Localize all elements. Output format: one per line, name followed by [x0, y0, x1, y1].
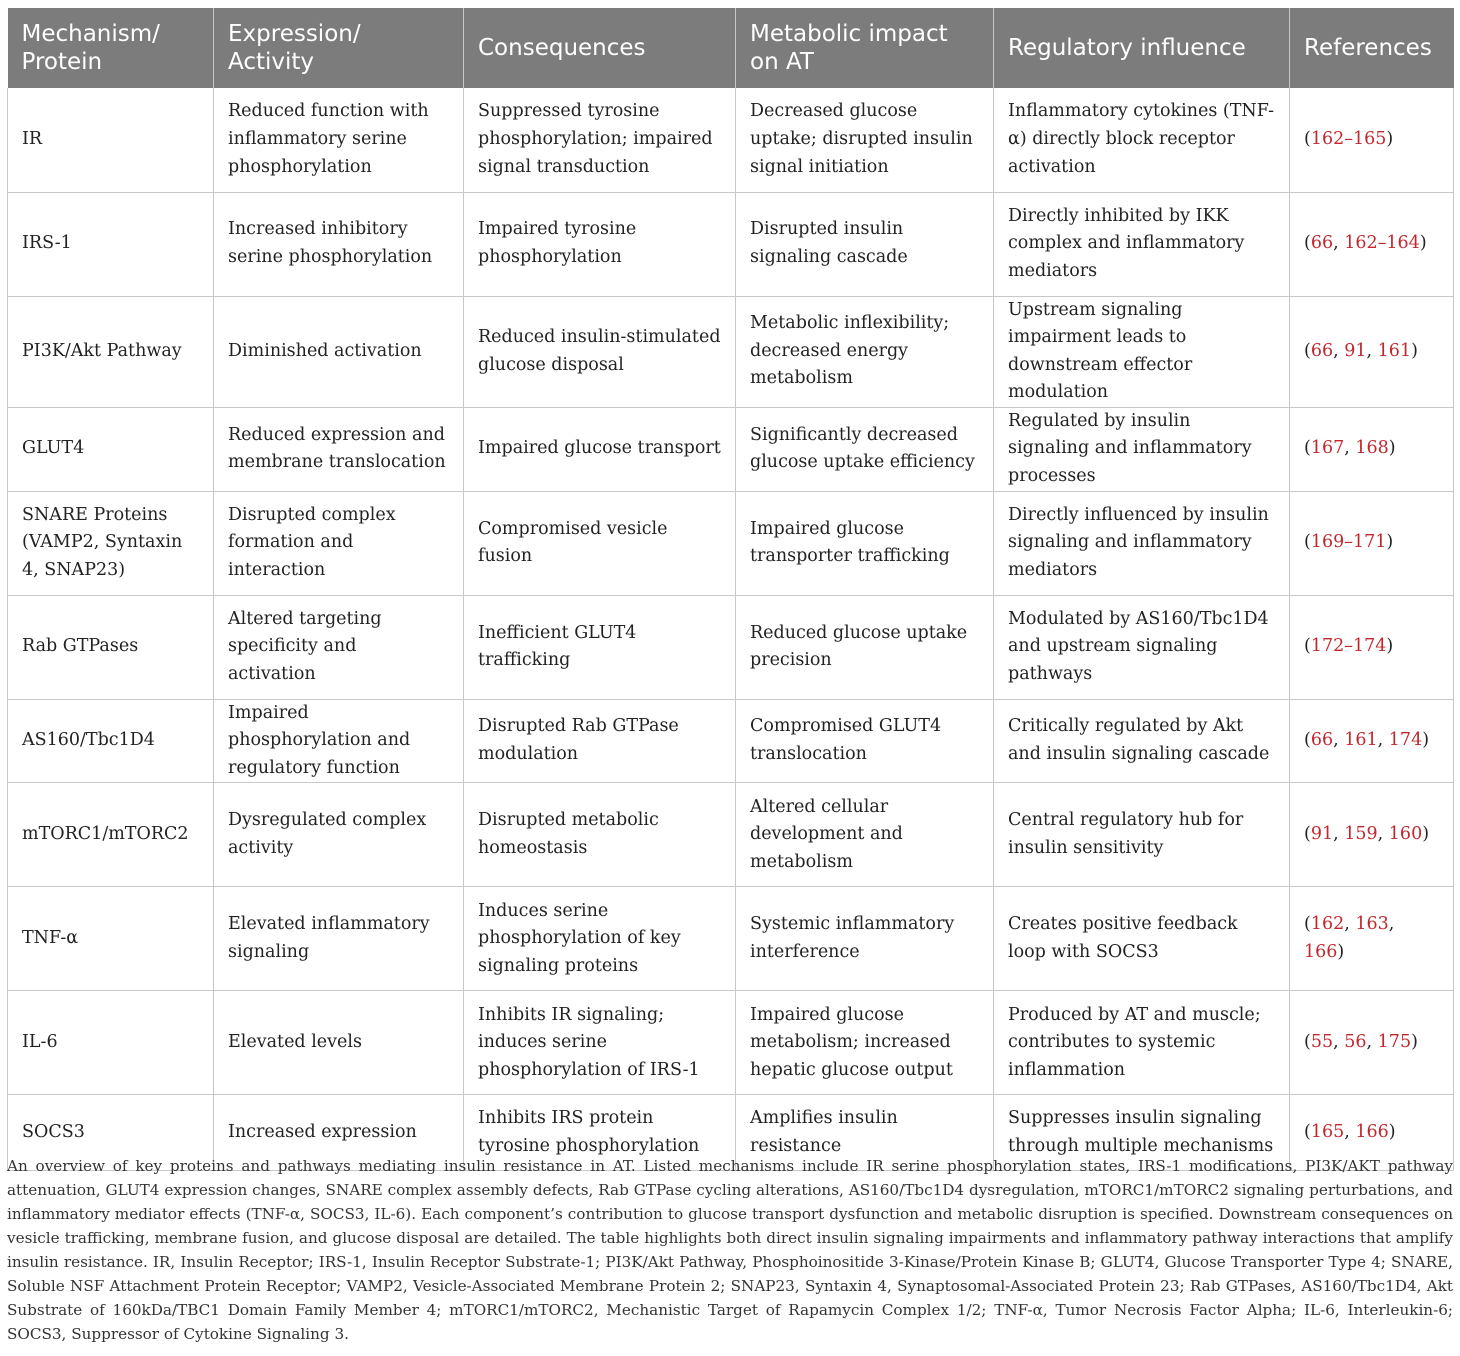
cell-mechanism: SOCS3	[8, 1095, 214, 1171]
reference-link[interactable]: 162–165	[1310, 128, 1387, 149]
ref-paren-close: )	[1411, 1032, 1418, 1053]
cell-expression: Reduced expression and membrane translocation	[214, 407, 464, 491]
cell-consequences: Suppressed tyrosine phosphorylation; impaired signal transduction	[464, 88, 736, 192]
header-row	[8, 8, 1454, 88]
ref-separator: ,	[1344, 914, 1356, 935]
cell-regulatory: Central regulatory hub for insulin sensitivity	[994, 783, 1290, 887]
cell-references	[1290, 595, 1454, 699]
cell-mechanism: SNARE Proteins (VAMP2, Syntaxin 4, SNAP23)	[8, 491, 214, 595]
reference-link[interactable]: 174	[1388, 730, 1423, 751]
ref-paren-close: )	[1388, 438, 1396, 459]
ref-paren-close: )	[1419, 233, 1427, 254]
cell-expression: Altered targeting specificity and activation	[214, 595, 464, 699]
table-row	[8, 88, 1454, 192]
ref-paren-close: )	[1422, 730, 1430, 751]
cell-consequences: Compromised vesicle fusion	[464, 491, 736, 595]
header-metabolic-line-1: Metabolic impact	[750, 21, 948, 47]
cell-expression: Dysregulated complex activity	[214, 783, 464, 887]
reference-link[interactable]: 167	[1310, 438, 1345, 459]
table-row	[8, 595, 1454, 699]
cell-expression: Diminished activation	[214, 296, 464, 407]
cell-mechanism: PI3K/Akt Pathway	[8, 296, 214, 407]
table-row	[8, 887, 1454, 991]
cell-mechanism: mTORC1/mTORC2	[8, 783, 214, 887]
cell-references	[1290, 88, 1454, 192]
reference-link[interactable]: 56	[1344, 1032, 1367, 1053]
ref-paren-close: )	[1422, 824, 1430, 845]
header-mechanism-line-2: Protein	[21, 49, 103, 75]
ref-paren-open: (	[1304, 233, 1311, 254]
ref-paren-open: (	[1304, 532, 1311, 553]
reference-link[interactable]: 161	[1344, 730, 1378, 751]
ref-paren-close: )	[1386, 128, 1394, 149]
cell-references	[1290, 887, 1454, 991]
cell-metabolic: Systemic inflammatory interference	[736, 887, 994, 991]
reference-link[interactable]: 66	[1310, 340, 1334, 361]
header-expression-line-2: Activity	[228, 49, 315, 75]
header-metabolic-line-2: on AT	[750, 49, 814, 75]
cell-metabolic: Reduced glucose uptake precision	[736, 595, 994, 699]
ref-paren-open: (	[1304, 914, 1311, 935]
reference-link[interactable]: 160	[1388, 824, 1423, 845]
cell-mechanism: AS160/Tbc1D4	[8, 699, 214, 783]
ref-separator: ,	[1366, 1032, 1378, 1053]
reference-link[interactable]: 166	[1355, 1122, 1389, 1143]
ref-paren-open: (	[1304, 128, 1311, 149]
reference-link[interactable]: 172–174	[1310, 636, 1387, 657]
header-metabolic	[736, 8, 994, 88]
cell-regulatory: Regulated by insulin signaling and inflammatory processes	[994, 407, 1290, 491]
cell-references	[1290, 491, 1454, 595]
reference-link[interactable]: 66	[1310, 730, 1334, 751]
cell-consequences: Impaired glucose transport	[464, 407, 736, 491]
cell-metabolic: Compromised GLUT4 translocation	[736, 699, 994, 783]
header-mechanism-line-1: Mechanism/	[21, 21, 160, 47]
cell-consequences: Induces serine phosphorylation of key signaling proteins	[464, 887, 736, 991]
reference-link[interactable]: 166	[1304, 941, 1338, 962]
ref-paren-close: )	[1386, 636, 1394, 657]
ref-separator: ,	[1388, 914, 1395, 935]
reference-link[interactable]: 55	[1310, 1032, 1334, 1053]
header-references: References	[1290, 8, 1454, 88]
cell-regulatory: Inflammatory cytokines (TNF-α) directly block receptor activation	[994, 88, 1290, 192]
cell-expression: Impaired phosphorylation and regulatory function	[214, 699, 464, 783]
cell-metabolic: Amplifies insulin resistance	[736, 1095, 994, 1171]
ref-paren-close: )	[1411, 340, 1418, 361]
ref-paren-open: (	[1304, 636, 1311, 657]
ref-paren-open: (	[1304, 340, 1311, 361]
cell-metabolic: Decreased glucose uptake; disrupted insulin signal initiation	[736, 88, 994, 192]
reference-link[interactable]: 91	[1344, 340, 1367, 361]
cell-regulatory: Critically regulated by Akt and insulin signaling cascade	[994, 699, 1290, 783]
cell-expression: Increased expression	[214, 1095, 464, 1171]
ref-separator: ,	[1333, 730, 1345, 751]
cell-mechanism: Rab GTPases	[8, 595, 214, 699]
ref-separator: ,	[1333, 340, 1345, 361]
cell-references	[1290, 699, 1454, 783]
cell-metabolic: Impaired glucose transporter trafficking	[736, 491, 994, 595]
cell-consequences: Inefficient GLUT4 trafficking	[464, 595, 736, 699]
ref-separator: ,	[1333, 824, 1345, 845]
cell-mechanism: TNF-α	[8, 887, 214, 991]
cell-regulatory: Directly influenced by insulin signaling and inflammatory mediators	[994, 491, 1290, 595]
cell-expression: Increased inhibitory serine phosphorylation	[214, 192, 464, 296]
cell-metabolic: Impaired glucose metabolism; increased hepatic glucose output	[736, 991, 994, 1095]
ref-separator: ,	[1377, 730, 1389, 751]
table-row	[8, 407, 1454, 491]
table-container	[7, 8, 1453, 1171]
ref-paren-open: (	[1304, 438, 1311, 459]
header-regulatory: Regulatory influence	[994, 8, 1290, 88]
cell-expression: Elevated levels	[214, 991, 464, 1095]
ref-separator: ,	[1366, 340, 1378, 361]
cell-metabolic: Altered cellular development and metabolism	[736, 783, 994, 887]
cell-references	[1290, 783, 1454, 887]
cell-regulatory: Upstream signaling impairment leads to downstream effector modulation	[994, 296, 1290, 407]
reference-link[interactable]: 162–164	[1344, 233, 1420, 254]
cell-consequences: Inhibits IR signaling; induces serine phosphorylation of IRS-1	[464, 991, 736, 1095]
cell-consequences: Disrupted Rab GTPase modulation	[464, 699, 736, 783]
cell-references	[1290, 991, 1454, 1095]
ref-paren-close: )	[1388, 1122, 1396, 1143]
reference-link[interactable]: 162	[1310, 914, 1345, 935]
table-row	[8, 491, 1454, 595]
reference-link[interactable]: 91	[1310, 824, 1334, 845]
header-expression-line-1: Expression/	[228, 21, 361, 47]
cell-consequences: Reduced insulin-stimulated glucose disposal	[464, 296, 736, 407]
ref-separator: ,	[1333, 233, 1345, 254]
reference-link[interactable]: 163	[1355, 914, 1389, 935]
reference-link[interactable]: 159	[1344, 824, 1378, 845]
table-caption: An overview of key proteins and pathways mediating insulin resistance in AT. Listed mechanisms include IR serine phosphorylation states, IRS-1 modifications, PI3K/AKT pathway attenuation, GLUT4 expression changes, SNARE complex assembly defects, Rab GTPase cycling alterations, AS160/Tbc1D4 dysregulation, mTORC1/mTORC2 signaling perturbations, and inflammatory mediator effects (TNF-α, SOCS3, IL-6). Each component’s contribution to glucose transport dysfunction and metabolic disruption is specified. Downstream consequences on vesicle trafficking, membrane fusion, and glucose disposal are detailed. The table highlights both direct insulin signaling impairments and inflammatory pathway interactions that amplify insulin resistance. IR, Insulin Receptor; IRS-1, Insulin Receptor Substrate-1; PI3K/Akt Pathway, Phosphoinositide 3-Kinase/Protein Kinase B; GLUT4, Glucose Transporter Type 4; SNARE, Soluble NSF Attachment Protein Receptor; VAMP2, Vesicle-Associated Membrane Protein 2; SNAP23, Syntaxin 4, Synaptosomal-Associated Protein 23; Rab GTPases, AS160/Tbc1D4, Akt Substrate of 160kDa/TBC1 Domain Family Member 4; mTORC1/mTORC2, Mechanistic Target of Rapamycin Complex 1/2; TNF-α, Tumor Necrosis Factor Alpha; IL-6, Interleukin-6; SOCS3, Suppressor of Cytokine Signaling 3.	[7, 1157, 1453, 1343]
cell-regulatory: Directly inhibited by IKK complex and inflammatory mediators	[994, 192, 1290, 296]
cell-expression: Disrupted complex formation and interaction	[214, 491, 464, 595]
header-mechanism	[8, 8, 214, 88]
ref-separator: ,	[1377, 824, 1389, 845]
reference-link[interactable]: 161	[1377, 340, 1412, 361]
cell-mechanism: IL-6	[8, 991, 214, 1095]
cell-consequences: Impaired tyrosine phosphorylation	[464, 192, 736, 296]
header-expression	[214, 8, 464, 88]
table-row	[8, 783, 1454, 887]
cell-expression: Reduced function with inflammatory serine phosphorylation	[214, 88, 464, 192]
cell-consequences: Disrupted metabolic homeostasis	[464, 783, 736, 887]
ref-paren-open: (	[1304, 730, 1311, 751]
ref-paren-open: (	[1304, 1122, 1311, 1143]
cell-metabolic: Significantly decreased glucose uptake efficiency	[736, 407, 994, 491]
header-consequences: Consequences	[464, 8, 736, 88]
ref-separator: ,	[1333, 1032, 1345, 1053]
reference-link[interactable]: 165	[1310, 1122, 1345, 1143]
reference-link[interactable]: 66	[1310, 233, 1334, 254]
cell-regulatory: Suppresses insulin signaling through multiple mechanisms	[994, 1095, 1290, 1171]
ref-paren-close: )	[1386, 532, 1394, 553]
cell-regulatory: Modulated by AS160/Tbc1D4 and upstream signaling pathways	[994, 595, 1290, 699]
cell-expression: Elevated inflammatory signaling	[214, 887, 464, 991]
ref-separator: ,	[1344, 438, 1356, 459]
ref-separator: ,	[1344, 1122, 1356, 1143]
ref-paren-open: (	[1304, 1032, 1311, 1053]
table-row	[8, 296, 1454, 407]
reference-link[interactable]: 169–171	[1310, 532, 1387, 553]
table-row	[8, 192, 1454, 296]
cell-references	[1290, 296, 1454, 407]
table-row	[8, 991, 1454, 1095]
cell-mechanism: IR	[8, 88, 214, 192]
cell-consequences: Inhibits IRS protein tyrosine phosphorylation	[464, 1095, 736, 1171]
cell-regulatory: Creates positive feedback loop with SOCS3	[994, 887, 1290, 991]
ref-paren-open: (	[1304, 824, 1311, 845]
cell-mechanism: GLUT4	[8, 407, 214, 491]
insulin-resistance-table	[7, 8, 1454, 1171]
cell-metabolic: Metabolic inflexibility; decreased energy metabolism	[736, 296, 994, 407]
ref-paren-close: )	[1337, 941, 1345, 962]
cell-references	[1290, 192, 1454, 296]
cell-regulatory: Produced by AT and muscle; contributes to systemic inflammation	[994, 991, 1290, 1095]
reference-link[interactable]: 175	[1377, 1032, 1412, 1053]
reference-link[interactable]: 168	[1355, 438, 1389, 459]
table-row	[8, 699, 1454, 783]
cell-references	[1290, 407, 1454, 491]
cell-metabolic: Disrupted insulin signaling cascade	[736, 192, 994, 296]
cell-mechanism: IRS-1	[8, 192, 214, 296]
